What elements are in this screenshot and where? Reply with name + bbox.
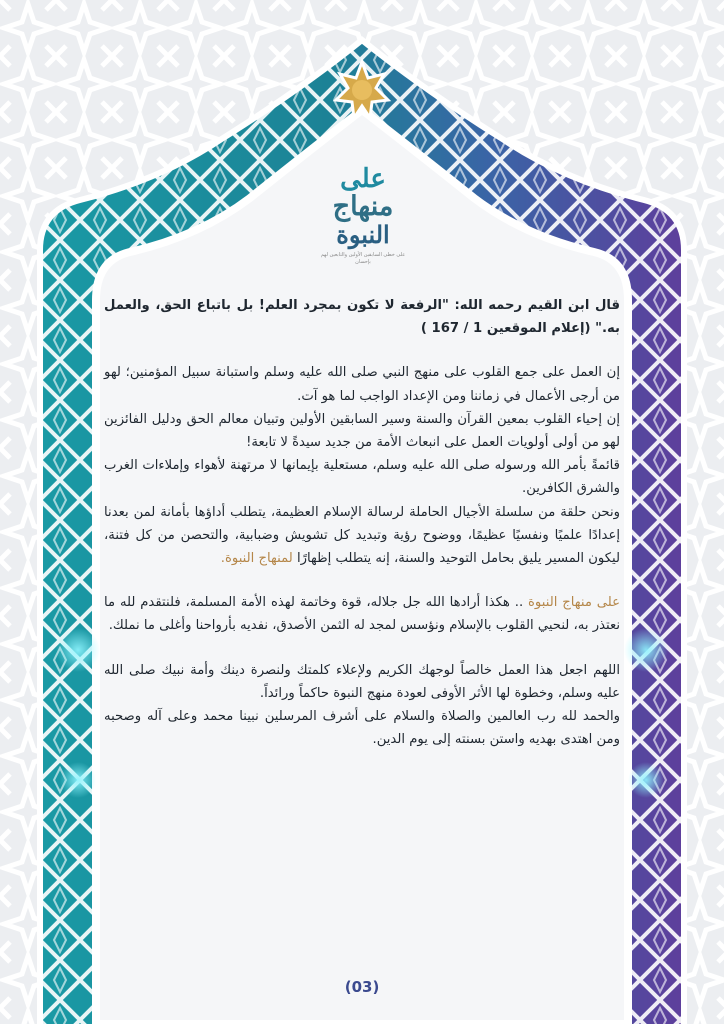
paragraph-4	[104, 501, 620, 571]
page-number: (03)	[344, 978, 380, 996]
logo-line-3: النبوة	[336, 220, 390, 249]
paragraph-4-highlight: لمنهاج النبوة.	[220, 551, 293, 567]
paragraph-5	[104, 591, 620, 637]
paragraph-1: إن العمل على جمع القلوب على منهج النبي صلى الله عليه وسلم واستبانة سبيل المؤمنين؛ لهو من أرجى الأعمال في زماننا ومن الإعداد الواجب لما هو آت.	[104, 365, 620, 404]
intro-quote	[104, 294, 620, 340]
intro-citation: " (إعلام الموقعين 1 / 167 )	[420, 321, 603, 337]
paragraph-7: والحمد لله رب العالمين والصلاة والسلام على أشرف المرسلين نبينا محمد وعلى آله وصحبه ومن اهتدى بهديه واستن بسنته إلى يوم الدين.	[104, 709, 620, 748]
intro-quote-text: الرفعة لا تكون بمجرد العلم! بل باتباع الحق، والعمل به.	[104, 298, 620, 337]
logo-line-1: على	[340, 164, 386, 194]
logo-tagline: على خطى السابقين الأولين والتابعين لهم بإحسان	[320, 252, 406, 265]
article-body	[104, 294, 620, 751]
paragraph-4-text: ونحن حلقة من سلسلة الأجيال الحاملة لرسالة الإسلام العظيمة، يتطلب أداؤها بأمانة لمن بعدنا إعدادًا علميًا ونفسيًا عظيمًا، ووضوح رؤية وتبديد كل تشويش وضبابية، والتحصن من كل فتنة، ليكون المسير يليق بحامل التوحيد والسنة، إنه يتطلب إظهارًا	[104, 504, 620, 567]
paragraph-5-text: .. هكذا أرادها الله جل جلاله، قوة وخاتمة لهذه الأمة المسلمة، فلنتقدم لله ما نعتذر به، لنحيي القلوب بالإسلام ونؤسس لمجد له الثمن الأصدق، نفديه بأرواحنا وأغلى ما نملك.	[104, 595, 620, 634]
logo-line-2: منهاج	[332, 191, 394, 222]
paragraph-2: إن إحياء القلوب بمعين القرآن والسنة وسير السابقين الأولين وتبيان معالم الحق ودليل الفائزين لهو من أولى أولويات العمل على انبعاث الأمة من جديد سيدةً لا تابعة!	[104, 411, 620, 451]
logo	[318, 165, 408, 277]
paragraph-6: اللهم اجعل هذا العمل خالصاً لوجهك الكريم ولإعلاء كلمتك ولنصرة دينك وأمة نبيك صلى الله عليه وسلم، وخطوة لها الأثر الأوفى لعودة منهج النبوة حاكماً ورائداً.	[104, 662, 620, 701]
intro-prefix: قال ابن القيم رحمه الله: "	[441, 298, 620, 313]
paragraph-3: قائمةً بأمر الله ورسوله صلى الله عليه وسلم، مستعلية بإيمانها لا مرتهنة لأهواء وإملاءات الغرب والشرق الكافرين.	[104, 458, 620, 497]
paragraph-5-highlight: على منهاج النبوة	[528, 595, 620, 611]
